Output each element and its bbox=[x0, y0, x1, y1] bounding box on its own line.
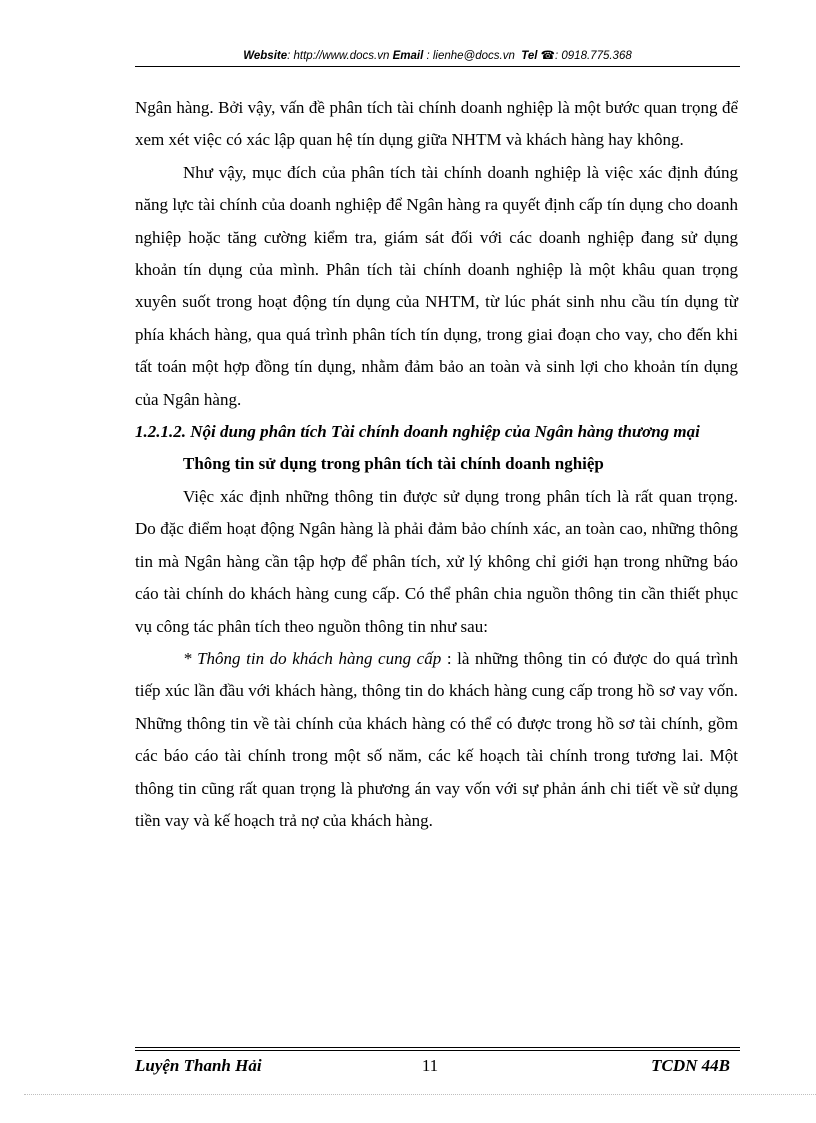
document-body bbox=[135, 92, 738, 837]
sub-heading: Thông tin sử dụng trong phân tích tài chính doanh nghiệp bbox=[183, 454, 604, 474]
paragraph-4 bbox=[135, 643, 738, 837]
website-label: Website bbox=[243, 50, 288, 62]
paragraph-4-text: : là những thông tin có được do quá trình tiếp xúc lần đầu với khách hàng, thông tin do khách hàng cung cấp trong hồ sơ vay vốn. Những thông tin về tài chính của khách hàng có thể có được trong hồ sơ tài chính, gồm các báo cáo tài chính trong một số năm, các kế hoạch tài chính trong tương lai. Một thông tin cũng rất quan trọng là phương án vay vốn với sự phản ánh chi tiết về sử dụng tiền vay và kế hoạch trả nợ của khách hàng. bbox=[135, 648, 738, 830]
page-header bbox=[135, 48, 740, 64]
footer-divider bbox=[135, 1047, 740, 1051]
author-name: Luyện Thanh Hải bbox=[135, 1056, 262, 1075]
phone-icon: ☎ bbox=[540, 50, 555, 62]
section-heading: 1.2.1.2. Nội dung phân tích Tài chính doanh nghiệp của Ngân hàng thương mại bbox=[135, 422, 700, 442]
email-label: Email bbox=[392, 50, 424, 62]
email-address[interactable]: : lienhe@docs.vn bbox=[423, 50, 515, 62]
page-bottom-border bbox=[24, 1094, 816, 1095]
tel-number: : 0918.775.368 bbox=[555, 50, 632, 62]
website-url[interactable]: : http://www.docs.vn bbox=[287, 50, 390, 62]
paragraph-1: Ngân hàng. Bởi vậy, vấn đề phân tích tài chính doanh nghiệp là một bước quan trọng để xem xét việc có xác lập quan hệ tín dụng giữa NHTM và khách hàng hay không. bbox=[135, 98, 738, 150]
header-divider bbox=[135, 66, 740, 67]
paragraph-2: Như vậy, mục đích của phân tích tài chính doanh nghiệp là việc xác định đúng năng lực tài chính của doanh nghiệp để Ngân hàng ra quyết định cấp tín dụng cho doanh nghiệp hoặc tăng cường kiểm tra, giám sát đối với các doanh nghiệp đang sử dụng khoản tín dụng của mình. Phân tích tài chính doanh nghiệp là một khâu quan trọng xuyên suốt trong hoạt động tín dụng của NHTM, từ lúc phát sinh nhu cầu tín dụng từ phía khách hàng, qua quá trình phân tích tín dụng, trong giai đoạn cho vay, cho đến khi tất toán một hợp đồng tín dụng, nhằm đảm bảo an toàn và sinh lợi cho khoản tín dụng của Ngân hàng. bbox=[135, 162, 738, 409]
paragraph-4-lead: * Thông tin do khách hàng cung cấp bbox=[183, 648, 442, 668]
page-number: 11 bbox=[421, 1056, 439, 1075]
tel-label: Tel bbox=[521, 50, 538, 62]
paragraph-3: Việc xác định những thông tin được sử dụng trong phân tích là rất quan trọng. Do đặc điểm hoạt động Ngân hàng là phải đảm bảo chính xác, an toàn cao, những thông tin mà Ngân hàng cần tập hợp để phân tích, xử lý không chỉ giới hạn trong những báo cáo tài chính do khách hàng cung cấp. Có thể phân chia nguồn thông tin cần thiết phục vụ công tác phân tích theo nguồn thông tin như sau: bbox=[135, 486, 738, 636]
class-code: TCDN 44B bbox=[651, 1056, 730, 1075]
